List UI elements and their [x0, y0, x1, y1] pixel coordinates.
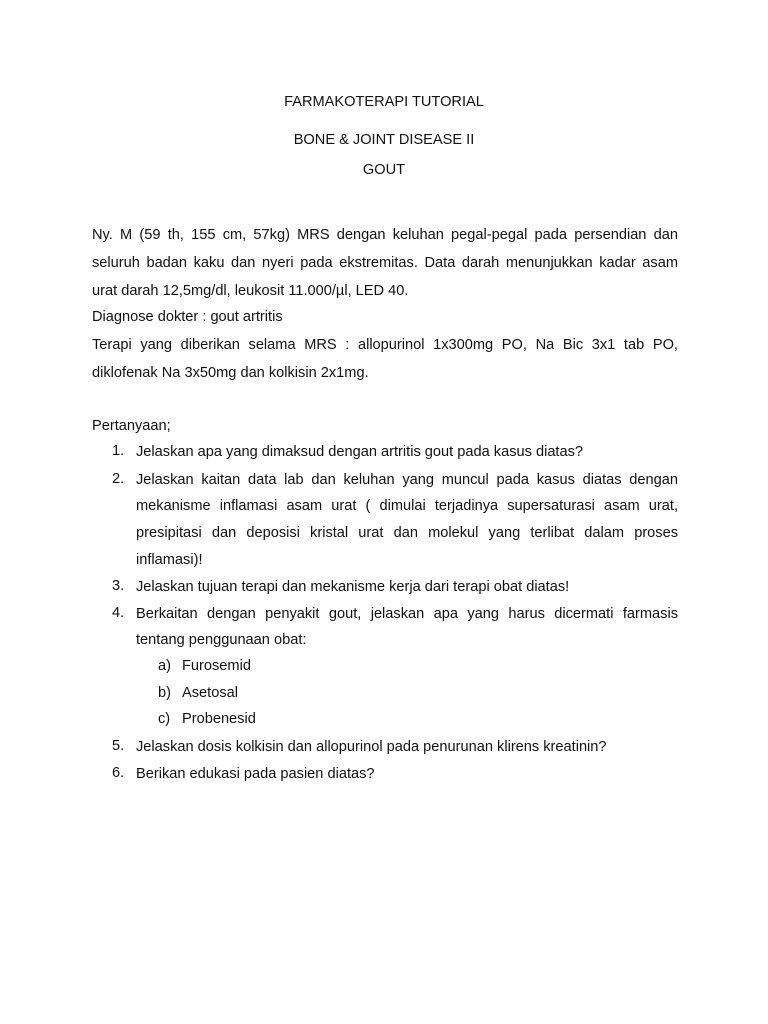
diagnosis-line: Diagnose dokter : gout artritis — [92, 309, 283, 325]
subitem-label: a) — [158, 658, 171, 674]
case-line: urat darah 12,5mg/dl, leukosit 11.000/µl, LED 40. — [92, 283, 409, 299]
question-number: 3. — [112, 578, 125, 594]
subitem-label: b) — [158, 685, 171, 701]
subitem-text: Probenesid — [182, 711, 256, 727]
case-line: seluruh badan kaku dan nyeri pada ekstremitas. Data darah menunjukkan kadar asam — [92, 255, 678, 271]
subitem-label: c) — [158, 711, 171, 727]
question-text: Jelaskan dosis kolkisin dan allopurinol pada penurunan klirens kreatinin? — [136, 739, 607, 755]
document-topic: GOUT — [362, 162, 406, 178]
question-text: Berikan edukasi pada pasien diatas? — [136, 766, 375, 782]
question-text: Berkaitan dengan penyakit gout, jelaskan apa yang harus dicermati farmasis — [136, 606, 678, 622]
therapy-line: diklofenak Na 3x50mg dan kolkisin 2x1mg. — [92, 365, 369, 381]
question-number: 4. — [112, 605, 125, 621]
subitem-text: Asetosal — [182, 685, 238, 701]
case-line: Ny. M (59 th, 155 cm, 57kg) MRS dengan keluhan pegal-pegal pada persendian dan — [92, 227, 678, 243]
document-page: FARMAKOTERAPI TUTORIAL BONE & JOINT DISEASE II GOUT Ny. M (59 th, 155 cm, 57kg) MRS dengan keluhan pegal-pegal pada persendian dan seluruh badan kaku dan nyeri pada ekstremitas. Data darah menunjukkan kadar asam urat darah 12,5mg/dl, leukosit 11.000/µl, LED 40. Diagnose dokter : gout artritis Terapi yang diberikan selama MRS : allopurinol 1x300mg PO, Na Bic 3x1 tab PO, diklofenak Na 3x50mg dan kolkisin 2x1mg. Pertanyaan; 1. Jelaskan apa yang dimaksud dengan artritis gout pada kasus diatas? 2. Jelaskan kaitan data lab dan keluhan yang muncul pada kasus diatas dengan mekanisme inflamasi asam urat ( dimulai terjadinya supersaturasi asam urat, presipitasi dan deposisi kristal urat dan molekul yang terlibat dalam proses inflamasi)! 3. Jelaskan tujuan terapi dan mekanisme kerja dari terapi obat diatas! 4. Berkaitan dengan penyakit gout, jelaskan apa yang harus dicermati farmasis tentang penggunaan obat: a) Furosemid b) Asetosal c) Probenesid 5. Jelaskan dosis kolkisin dan allopurinol pada penurunan klirens kreatinin? 6. Berikan edukasi pada pasien diatas? — [0, 0, 768, 1024]
question-text: Jelaskan apa yang dimaksud dengan artritis gout pada kasus diatas? — [136, 444, 584, 460]
subitem — [158, 685, 238, 701]
document-title: FARMAKOTERAPI TUTORIAL — [284, 94, 484, 110]
question-number: 1. — [112, 443, 125, 459]
subitem — [158, 711, 256, 727]
question-text: Jelaskan tujuan terapi dan mekanisme kerja dari terapi obat diatas! — [136, 579, 570, 595]
question-number: 6. — [112, 765, 125, 781]
question-number: 2. — [112, 471, 125, 487]
document-subtitle: BONE & JOINT DISEASE II — [293, 132, 475, 148]
question-text: Jelaskan kaitan data lab dan keluhan yang muncul pada kasus diatas dengan — [136, 472, 678, 488]
therapy-line: Terapi yang diberikan selama MRS : allopurinol 1x300mg PO, Na Bic 3x1 tab PO, — [92, 337, 678, 353]
question-number: 5. — [112, 738, 125, 754]
questions-heading: Pertanyaan; — [92, 418, 171, 434]
subitem — [158, 658, 251, 674]
subitem-text: Furosemid — [182, 658, 251, 674]
